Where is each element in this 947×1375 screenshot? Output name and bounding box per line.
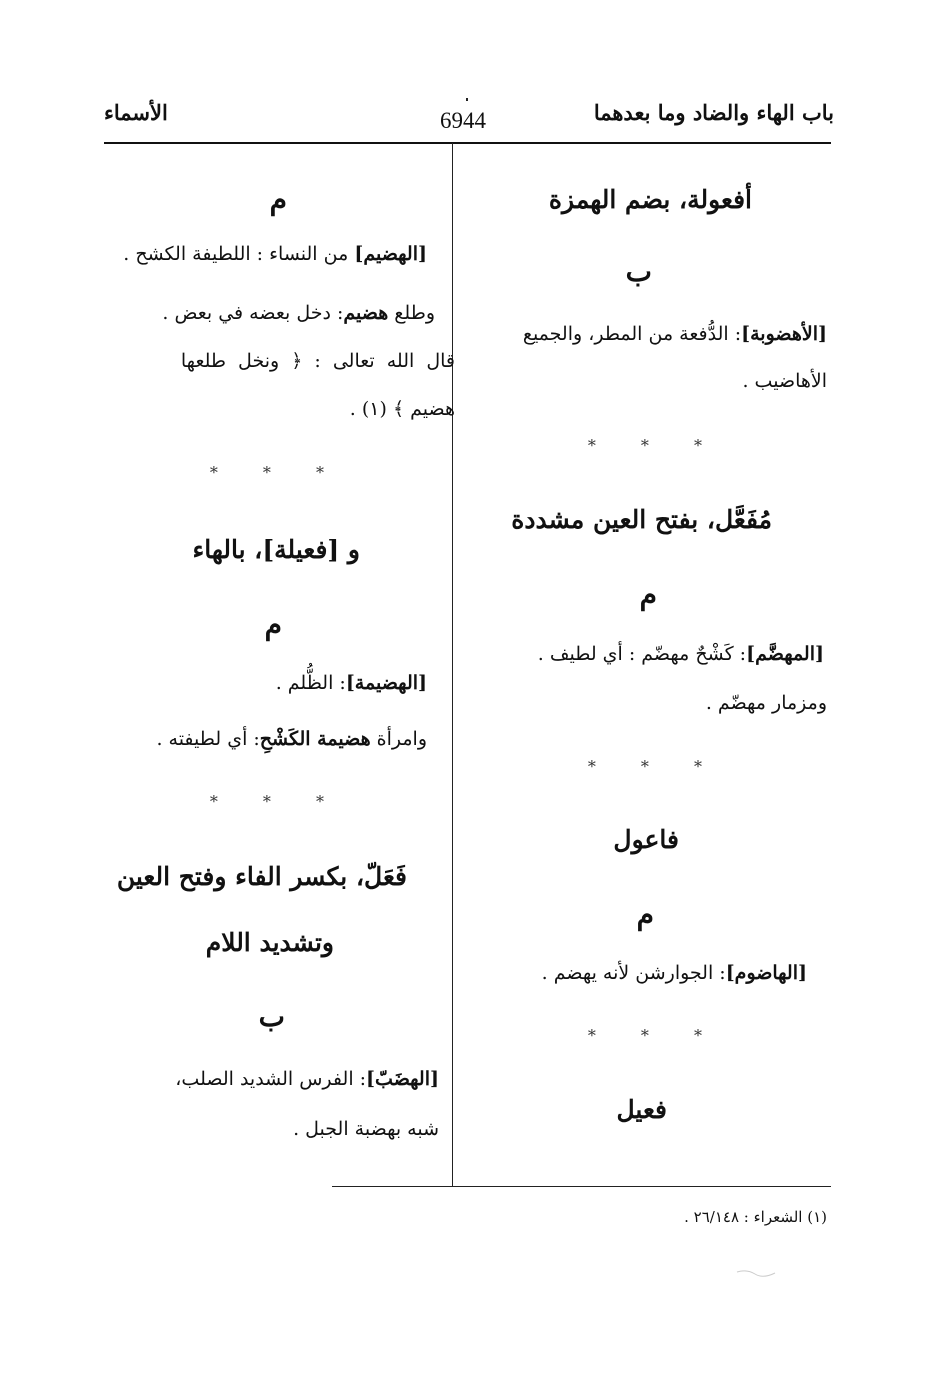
entry-term: [الهاضوم] — [725, 962, 807, 984]
entry-line: شبه بهضبة الجبل . — [293, 1118, 439, 1140]
root-letter: م — [264, 608, 282, 641]
entry-term: هضيمة الكَشْحِ — [259, 728, 371, 750]
quran-quote-line: هضيم ﴾ (١) . — [349, 398, 455, 420]
entry-term: [الهضيم] — [354, 243, 427, 265]
entry-line — [523, 323, 827, 345]
section-heading: فَعَلّ، بكسر الفاء وفتح العين — [116, 862, 407, 891]
entry-definition: : الظُّلم . — [275, 672, 346, 694]
entry-line — [162, 302, 435, 324]
entry-definition: : أي لطيفته . — [156, 728, 260, 750]
root-letter: م — [636, 898, 654, 931]
entry-term: [الهضيمة] — [345, 672, 427, 694]
section-heading: وتشديد اللام — [205, 928, 334, 957]
entry-definition: : دخل بعضه في بعض . — [162, 302, 344, 324]
root-letter: م — [269, 183, 287, 216]
entry-line — [276, 672, 427, 694]
entry-term: [الهضَبّ] — [366, 1068, 439, 1090]
section-heading: و [فعيلة]، بالهاء — [192, 535, 360, 564]
section-heading: فاعول — [613, 825, 679, 854]
running-header-chapter: باب الهاء والضاد وما بعدهما — [593, 100, 834, 125]
section-separator: * * * — [587, 757, 722, 776]
entry-line — [538, 643, 824, 665]
page-number: 6944 — [440, 108, 486, 133]
entry-prefix: وامرأة — [376, 728, 427, 750]
entry-definition: : كَشْحٌ مهضّم : أي لطيف . — [537, 643, 747, 665]
root-letter: ب — [258, 1000, 285, 1033]
footnote: (١) الشعراء : ٢٦/١٤٨ . — [684, 1208, 827, 1226]
section-heading: أفعولة، بضم الهمزة — [548, 185, 752, 214]
entry-line: ومزمار مهضّم . — [705, 692, 827, 714]
section-separator: * * * — [209, 792, 344, 811]
root-letter: ب — [625, 255, 652, 288]
entry-definition: : الفرس الشديد الصلب، — [175, 1068, 367, 1090]
section-separator: * * * — [209, 463, 344, 482]
quran-quote-line: قال الله تعالى : ﴿ ونخل طلعها — [180, 350, 455, 372]
section-heading: فعيل — [616, 1095, 667, 1124]
header-tick-mark — [466, 98, 468, 101]
entry-line: الأهاضيب . — [742, 370, 827, 392]
entry-line — [175, 1068, 439, 1090]
entry-term: [المهضَّم] — [746, 643, 824, 665]
section-separator: * * * — [587, 436, 722, 455]
entry-prefix: وطلع — [394, 302, 435, 324]
footnote-rule — [332, 1186, 831, 1187]
entry-term: هضيم — [343, 302, 389, 324]
entry-line — [123, 243, 427, 265]
scan-smudge — [735, 1268, 795, 1278]
entry-line — [156, 728, 427, 750]
entry-definition: من النساء : اللطيفة الكشح . — [123, 243, 349, 265]
column-divider — [452, 143, 453, 1187]
section-separator: * * * — [587, 1026, 722, 1045]
entry-term: [الأهضوبة] — [741, 323, 827, 345]
header-rule — [104, 142, 831, 144]
entry-definition: : الدُّفعة من المطر، والجميع — [522, 323, 742, 345]
root-letter: م — [639, 578, 657, 611]
section-heading: مُفَعَّل، بفتح العين مشددة — [511, 505, 772, 534]
entry-line — [542, 962, 807, 984]
entry-definition: : الجوارشن لأنه يهضم . — [541, 962, 726, 984]
running-header-section: الأسماء — [104, 100, 168, 125]
